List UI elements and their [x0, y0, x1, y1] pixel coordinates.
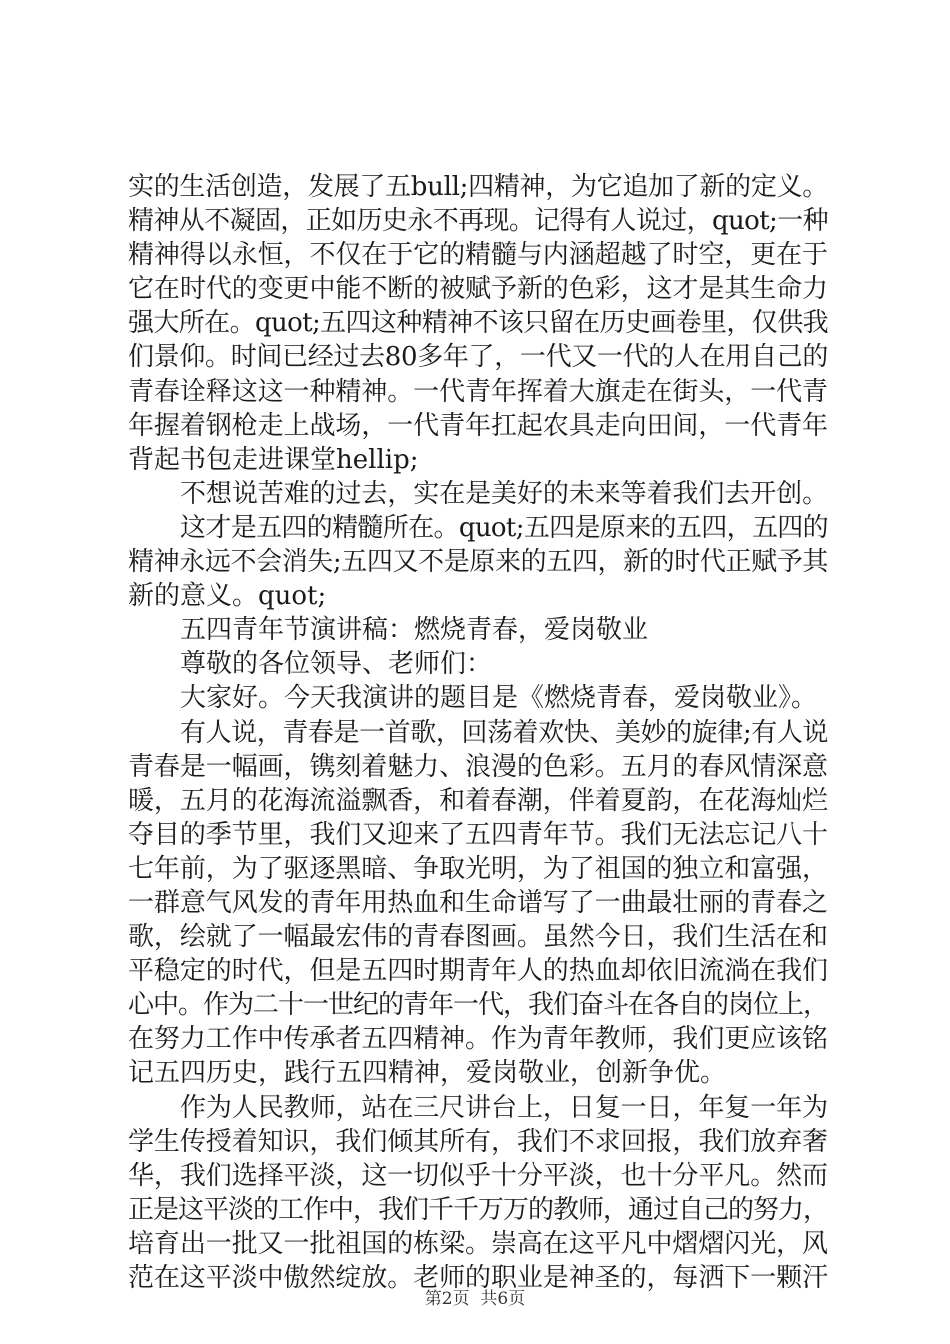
- text-line: 心中。作为二十一世纪的青年一代，我们奋斗在各自的岗位上，: [128, 990, 828, 1021]
- text-line: 尊敬的各位领导、老师们：: [180, 649, 493, 680]
- text-line: 一群意气风发的青年用热血和生命谱写了一曲最壮丽的青春之: [128, 887, 828, 918]
- text-line: 强大所在。quot;五四这种精神不该只留在历史画卷里，仅供我: [128, 308, 828, 339]
- text-line: 七年前，为了驱逐黑暗、争取光明，为了祖国的独立和富强，: [128, 853, 828, 884]
- text-line: 青春诠释这这一种精神。一代青年挥着大旗走在街头，一代青: [128, 376, 828, 407]
- text-line: 学生传授着知识，我们倾其所有，我们不求回报，我们放弃奢: [128, 1126, 828, 1157]
- text-line: 年握着钢枪走上战场，一代青年扛起农具走向田间，一代青年: [128, 410, 828, 441]
- text-line: 精神从不凝固，正如历史永不再现。记得有人说过，quot;一种: [128, 206, 828, 237]
- text-line: 们景仰。时间已经过去80多年了，一代又一代的人在用自己的: [128, 342, 828, 373]
- text-line: 在努力工作中传承者五四精神。作为青年教师，我们更应该铭: [128, 1024, 828, 1055]
- text-line: 作为人民教师，站在三尺讲台上，日复一日，年复一年为: [180, 1092, 828, 1123]
- text-line: 这才是五四的精髓所在。quot;五四是原来的五四，五四的: [180, 512, 828, 543]
- page-footer: 第2页 共6页: [424, 1289, 526, 1309]
- text-line: 范在这平淡中傲然绽放。老师的职业是神圣的，每洒下一颗汗: [128, 1263, 828, 1293]
- text-line: 新的意义。quot;: [128, 581, 327, 612]
- text-line: 五四青年节演讲稿：燃烧青春，爱岗敬业: [180, 615, 649, 646]
- text-line: 它在时代的变更中能不断的被赋予新的色彩，这才是其生命力: [128, 274, 828, 305]
- text-line: 实的生活创造，发展了五bull;四精神，为它追加了新的定义。: [128, 172, 828, 202]
- text-line: 精神永远不会消失;五四又不是原来的五四，新的时代正赋予其: [128, 547, 828, 578]
- text-line: 青春是一幅画，镌刻着魅力、浪漫的色彩。五月的春风情深意: [128, 751, 828, 782]
- text-line: 歌，绘就了一幅最宏伟的青春图画。虽然今日，我们生活在和: [128, 922, 828, 953]
- text-line: 有人说，青春是一首歌，回荡着欢快、美妙的旋律;有人说: [180, 717, 828, 748]
- text-line: 暖，五月的花海流溢飘香，和着春潮，伴着夏韵，在花海灿烂: [128, 785, 828, 816]
- text-line: 精神得以永恒，不仅在于它的精髓与内涵超越了时空，更在于: [128, 240, 828, 271]
- text-line: 正是这平淡的工作中，我们千千万万的教师，通过自己的努力，: [128, 1194, 828, 1225]
- text-line: 记五四历史，践行五四精神，爱岗敬业，创新争优。: [128, 1058, 727, 1089]
- text-line: 背起书包走进课堂hellip;: [128, 444, 419, 475]
- text-line: 不想说苦难的过去，实在是美好的未来等着我们去开创。: [180, 478, 828, 509]
- text-line: 平稳定的时代，但是五四时期青年人的热血却依旧流淌在我们: [128, 956, 828, 987]
- text-line: 夺目的季节里，我们又迎来了五四青年节。我们无法忘记八十: [128, 819, 828, 850]
- text-line: 培育出一批又一批祖国的栋梁。崇高在这平凡中熠熠闪光，风: [128, 1228, 828, 1259]
- text-line: 华，我们选择平淡，这一切似乎十分平淡，也十分平凡。然而: [128, 1160, 828, 1191]
- body-text: [128, 170, 828, 1295]
- text-line: 大家好。今天我演讲的题目是《燃烧青春，爱岗敬业》。: [180, 683, 818, 714]
